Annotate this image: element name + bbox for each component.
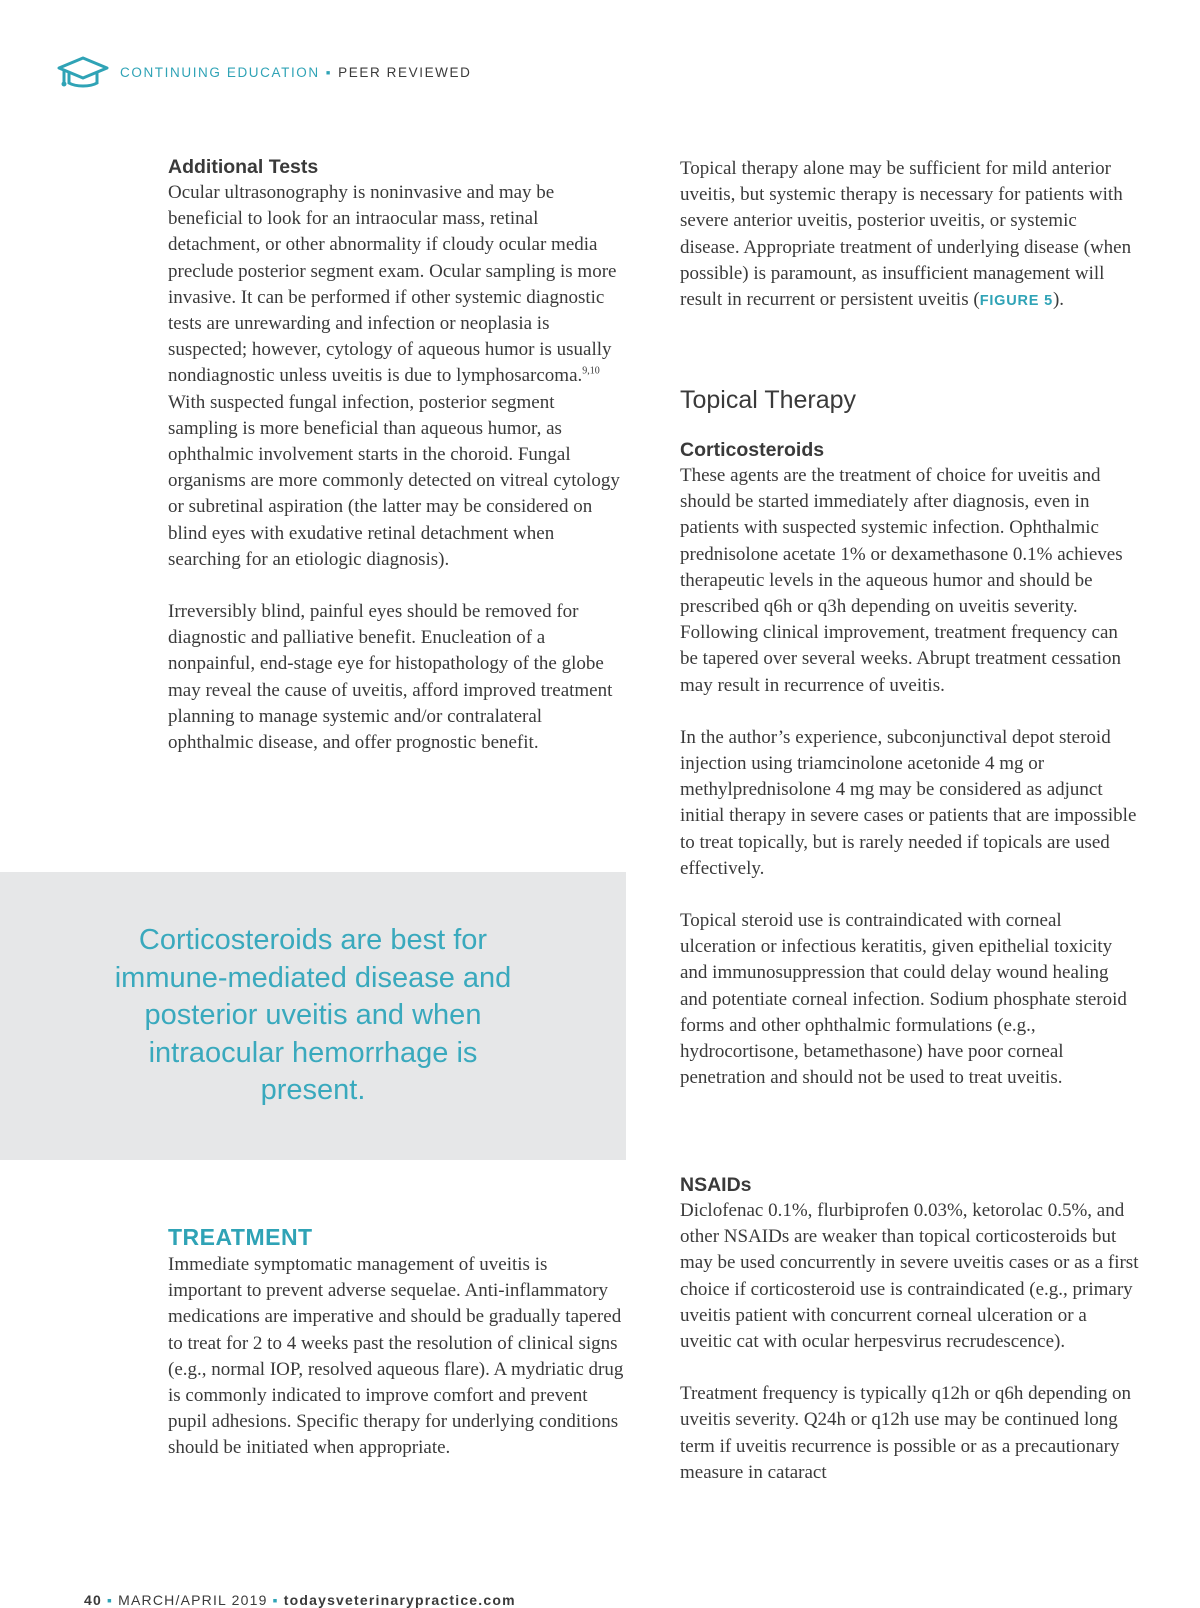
pull-quote-box [0, 872, 626, 1160]
treatment-section [168, 1222, 624, 1462]
citation-superscript: 9,10 [582, 366, 600, 378]
nsaids-section [680, 1172, 1140, 1486]
corticosteroids-paragraph-1: These agents are the treatment of choice for uveitis and should be started immediately after diagnosis, even in patients with suspected systemic infection. Ophthalmic prednisolone acetate 1% or dexamethasone 0.1% achieves therapeutic levels in the aqueous humor and should be prescribed q6h or q3h depending on uveitis severity. Following clinical improvement, treatment frequency can be tapered over several weeks. Abrupt treatment cessation may result in recurrence of uveitis. [680, 465, 1123, 696]
pull-quote-text: Corticosteroids are best for immune-mediated disease and posterior uveitis and when intraocular hemorrhage is present. [114, 924, 512, 1107]
intro-section [680, 156, 1140, 314]
page-header [56, 52, 471, 92]
additional-tests-paragraph-1: Ocular ultrasonography is noninvasive and may be beneficial to look for an intraocular mass, retinal detachment, or other abnormality if cloudy ocular media preclude posterior segment exam. Ocular sampling is more invasive. It can be performed if other systemic diagnostic tests are unrewarding and infection or neoplasia is suspected; however, cytology of aqueous humor is usually nondiagnostic unless uveitis is due to lymphosarcoma.$^{9,10}$ With suspected fungal infection, posterior segment sampling is more beneficial than aqueous humor, as ophthalmic involvement starts in the choroid. Fungal organisms are more commonly detected on vitreal cytology or subretinal aspiration (the latter may be considered on blind eyes with exudative retinal detachment when searching for an etiologic diagnosis). [168, 182, 620, 570]
topical-therapy-heading: Topical Therapy [680, 386, 857, 414]
intro-paragraph: Topical therapy alone may be sufficient for mild anterior uveitis, but systemic therapy is necessary for patients with severe anterior uveitis, posterior uveitis, or systemic disease. Appropriate treatment of underlying disease (when possible) is paramount, as insufficient management will result in recurrent or persistent uveitis (FIGURE 5). [680, 158, 1132, 311]
additional-tests-heading: Additional Tests [168, 156, 319, 178]
treatment-paragraph: Immediate symptomatic management of uveitis is important to prevent adverse sequelae. Anti-inflammatory medications are imperative and should be gradually tapered to treat for 2 to 4 weeks past the resolution of clinical signs (e.g., normal IOP, resolved aqueous flare). A mydriatic drug is commonly indicated to improve comfort and prevent pupil adhesions. Specific therapy for underlying conditions should be initiated when appropriate. [168, 1254, 624, 1459]
footer-separator-1: ▪ [106, 1592, 114, 1608]
figure-5-link[interactable]: FIGURE 5 [979, 293, 1053, 310]
nsaids-heading: NSAIDs [680, 1174, 752, 1196]
footer-separator-2: ▪ [272, 1592, 279, 1608]
header-separator: ▪ [325, 64, 333, 80]
additional-tests-paragraph-2: Irreversibly blind, painful eyes should be removed for diagnostic and palliative benefit. Enucleation of a nonpainful, end-stage eye for histopathology of the globe may reveal the cause of uveitis, afford improved treatment planning to manage systemic and/or contralateral ophthalmic disease, and offer prognostic benefit. [168, 601, 613, 754]
nsaids-paragraph-2: Treatment frequency is typically q12h or q6h depending on uveitis severity. Q24h or q12h use may be continued long term if uveitis recurrence is possible or as a precautionary measure in cataract [680, 1383, 1131, 1483]
header-section: CONTINUING EDUCATION [120, 64, 320, 80]
issue-date: MARCH/APRIL 2019 [118, 1592, 268, 1608]
page-number: 40 [84, 1592, 102, 1608]
website-link[interactable]: todaysveterinarypractice.com [283, 1592, 516, 1608]
topical-therapy-section [680, 385, 1140, 1091]
corticosteroids-paragraph-2: In the author’s experience, subconjunctival depot steroid injection using triamcinolone acetonide 4 mg or methylprednisolone 4 mg may be considered as adjunct initial therapy in severe cases or patients that are impossible to treat topically, but is rarely needed if topicals are used effectively. [680, 726, 1137, 879]
header-label: PEER REVIEWED [338, 64, 472, 80]
corticosteroids-heading: Corticosteroids [680, 439, 825, 461]
graduation-cap-icon [56, 54, 110, 90]
additional-tests-section [168, 154, 624, 756]
treatment-heading: TREATMENT [168, 1224, 313, 1250]
nsaids-paragraph-1: Diclofenac 0.1%, flurbiprofen 0.03%, ketorolac 0.5%, and other NSAIDs are weaker than topical corticosteroids but may be used concurrently in severe uveitis cases or as a first choice if corticosteroid use is contraindicated (e.g., primary uveitis patient with concurrent corneal ulceration or a uveitic cat with ocular herpesvirus recrudescence). [680, 1200, 1139, 1353]
corticosteroids-paragraph-3: Topical steroid use is contraindicated with corneal ulceration or infectious keratitis, given epithelial toxicity and immunosuppression that could delay wound healing and potentiate corneal infection. Sodium phosphate steroid forms and other ophthalmic formulations (e.g., hydrocortisone, betamethasone) have poor corneal penetration and should not be used to treat uveitis. [680, 910, 1127, 1089]
